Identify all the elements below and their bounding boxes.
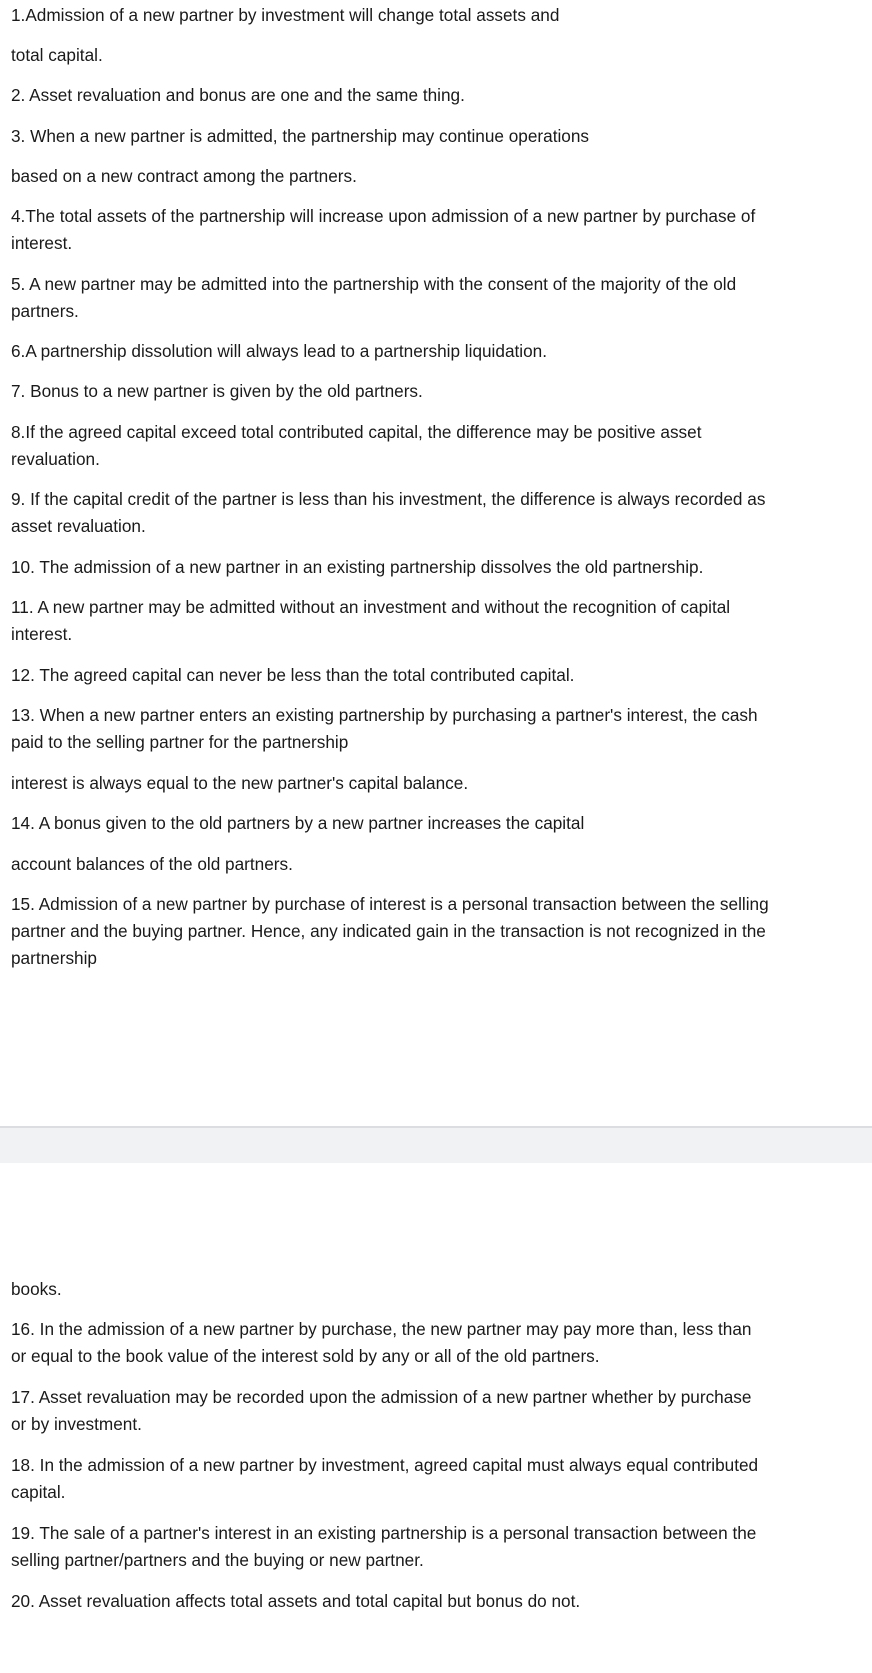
statement-13-part-1: 13. When a new partner enters an existing partnership by purchasing a partner's interest, the cash paid to the selling partner for the partnership xyxy=(11,705,758,752)
statement-1-line-2: total capital. xyxy=(11,45,103,65)
statement-2: 2. Asset revaluation and bonus are one and the same thing. xyxy=(11,85,465,105)
statement-4: 4.The total assets of the partnership will increase upon admission of a new partner by purchase of interest. xyxy=(11,206,756,253)
statement-7: 7. Bonus to a new partner is given by the old partners. xyxy=(11,381,423,401)
statement-3-line-1: 3. When a new partner is admitted, the partnership may continue operations xyxy=(11,126,590,146)
statement-10: 10. The admission of a new partner in an existing partnership dissolves the old partnership. xyxy=(11,557,704,577)
statement-12: 12. The agreed capital can never be less than the total contributed capital. xyxy=(11,665,575,685)
statement-16: 16. In the admission of a new partner by purchase, the new partner may pay more than, less than or equal to the book value of the interest sold by any or all of the old partners. xyxy=(11,1319,752,1366)
statement-18: 18. In the admission of a new partner by investment, agreed capital must always equal contributed capital. xyxy=(11,1455,759,1502)
statement-6: 6.A partnership dissolution will always lead to a partnership liquidation. xyxy=(11,341,547,361)
page-break-separator xyxy=(0,1126,872,1163)
statement-15-continued: books. xyxy=(11,1279,62,1299)
statement-17: 17. Asset revaluation may be recorded upon the admission of a new partner whether by purchase or by investment. xyxy=(11,1387,752,1434)
statement-20: 20. Asset revaluation affects total assets and total capital but bonus do not. xyxy=(11,1591,581,1611)
statement-14-line-2: account balances of the old partners. xyxy=(11,854,293,874)
statement-19: 19. The sale of a partner's interest in an existing partnership is a personal transaction between the selling partner/partners and the buying or new partner. xyxy=(11,1523,757,1570)
statement-11: 11. A new partner may be admitted without an investment and without the recognition of capital interest. xyxy=(11,597,731,644)
statement-3-line-2: based on a new contract among the partners. xyxy=(11,166,357,186)
statement-8: 8.If the agreed capital exceed total contributed capital, the difference may be positive asset revaluation. xyxy=(11,422,702,469)
document-page-2 xyxy=(0,1163,872,1673)
statement-1-line-1: 1.Admission of a new partner by investment will change total assets and xyxy=(11,5,560,25)
statement-15: 15. Admission of a new partner by purchase of interest is a personal transaction between the selling partner and the buying partner. Hence, any indicated gain in the transaction is not recognized in the partnership xyxy=(11,894,769,968)
statement-13-part-2: interest is always equal to the new partner's capital balance. xyxy=(11,773,469,793)
statement-14-line-1: 14. A bonus given to the old partners by a new partner increases the capital xyxy=(11,813,585,833)
statement-9: 9. If the capital credit of the partner is less than his investment, the difference is always recorded as asset revaluation. xyxy=(11,489,766,536)
statement-5: 5. A new partner may be admitted into the partnership with the consent of the majority of the old partners. xyxy=(11,274,737,321)
